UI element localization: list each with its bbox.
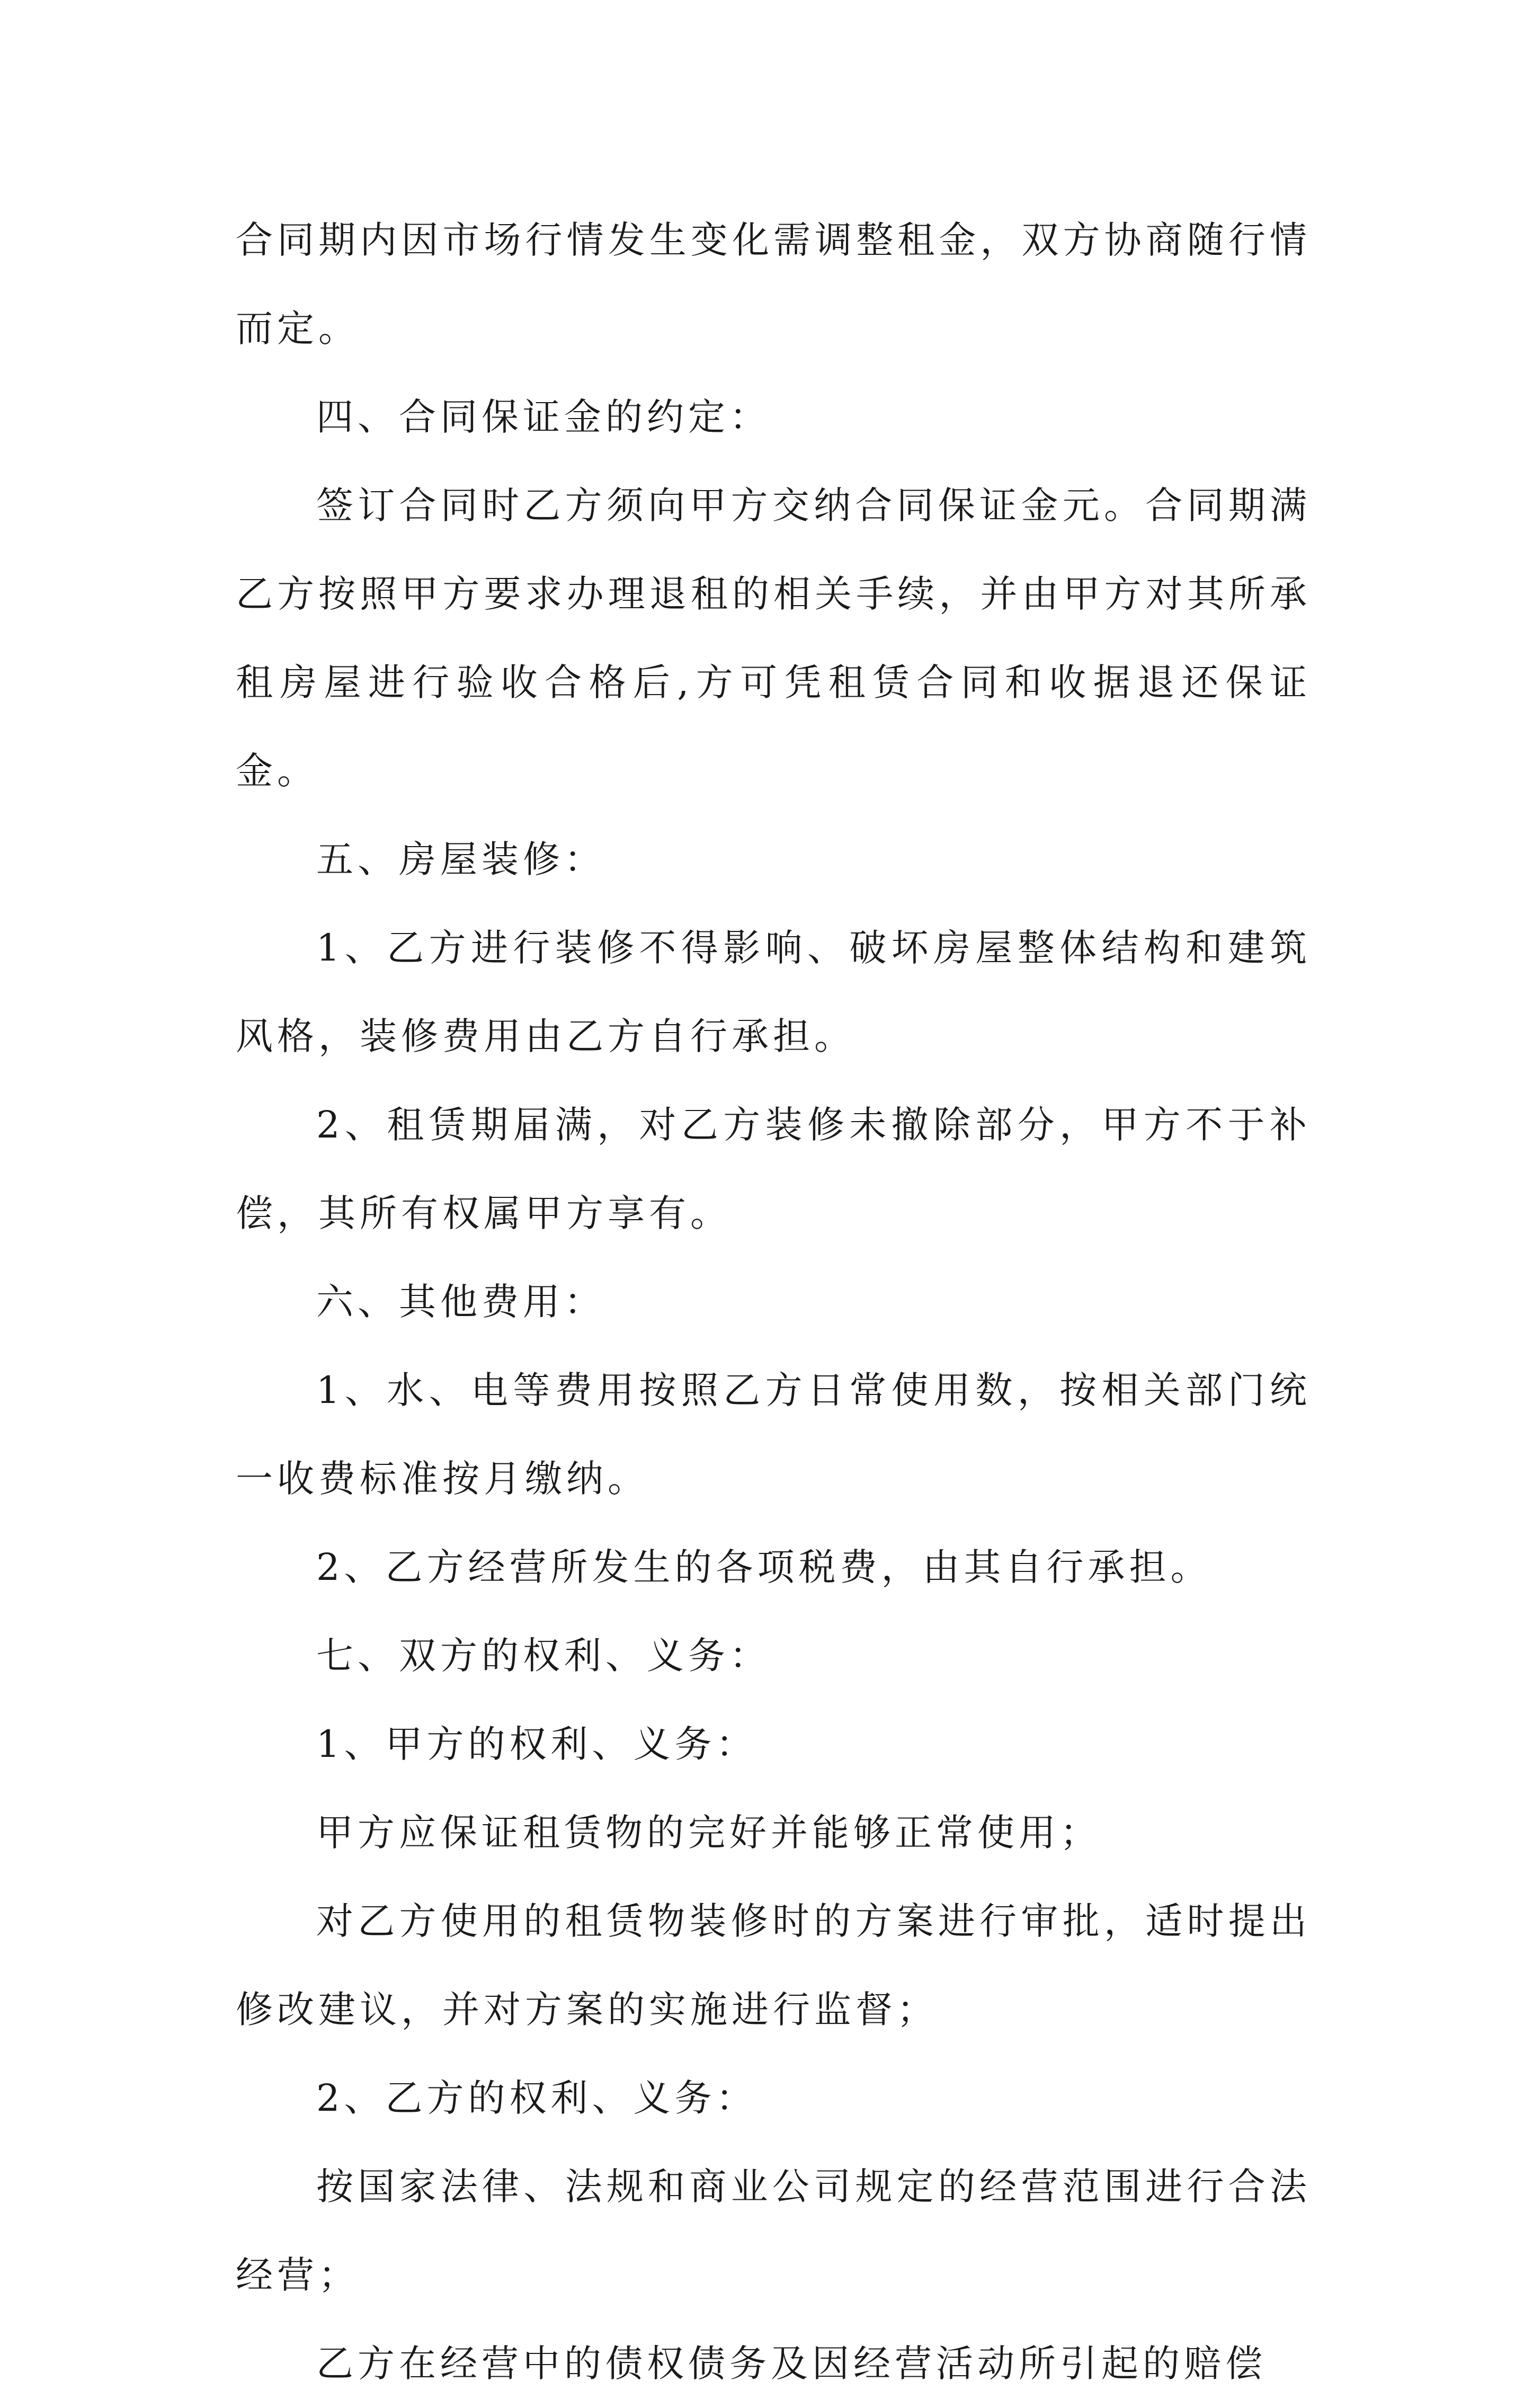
paragraph-fees-1: 1、水、电等费用按照乙方日常使用数，按相关部门统一收费标准按月缴纳。 — [236, 1369, 1311, 1500]
paragraph-party-a-2: 对乙方使用的租赁物装修时的方案进行审批，适时提出修改建议，并对方案的实施进行监督； — [236, 1899, 1311, 2031]
heading-other-fees: 六、其他费用： — [316, 1280, 605, 1323]
subheading-party-a: 1、甲方的权利、义务： — [316, 1722, 757, 1766]
paragraph-fees-2: 2、乙方经营所发生的各项税费，由其自行承担。 — [316, 1545, 1212, 1589]
heading-renovation: 五、房屋装修： — [316, 838, 605, 881]
paragraph-deposit: 签订合同时乙方须向甲方交纳合同保证金元。合同期满乙方按照甲方要求办理退租的相关手续，并由甲方对其所承租房屋进行验收合格后,方可凭租赁合同和收据退还保证金。 — [236, 484, 1311, 793]
paragraph-rent-adjustment: 合同期内因市场行情发生变化需调整租金，双方协商随行情而定。 — [236, 218, 1311, 350]
subheading-party-b: 2、乙方的权利、义务： — [316, 2076, 757, 2120]
heading-deposit: 四、合同保证金的约定： — [316, 395, 771, 439]
heading-rights-duties: 七、双方的权利、义务： — [316, 1634, 771, 1677]
paragraph-renovation-2: 2、租赁期届满，对乙方装修未撤除部分，甲方不于补偿，其所有权属甲方享有。 — [236, 1103, 1311, 1235]
paragraph-party-b-2: 乙方在经营中的债权债务及因经营活动所引起的赔偿 — [316, 2342, 1267, 2385]
paragraph-renovation-1: 1、乙方进行装修不得影响、破坏房屋整体结构和建筑风格，装修费用由乙方自行承担。 — [236, 926, 1311, 1058]
paragraph-party-b-1: 按国家法律、法规和商业公司规定的经营范围进行合法经营； — [236, 2165, 1311, 2297]
document-body — [236, 196, 1311, 2408]
paragraph-party-a-1: 甲方应保证租赁物的完好并能够正常使用； — [316, 1811, 1101, 1854]
